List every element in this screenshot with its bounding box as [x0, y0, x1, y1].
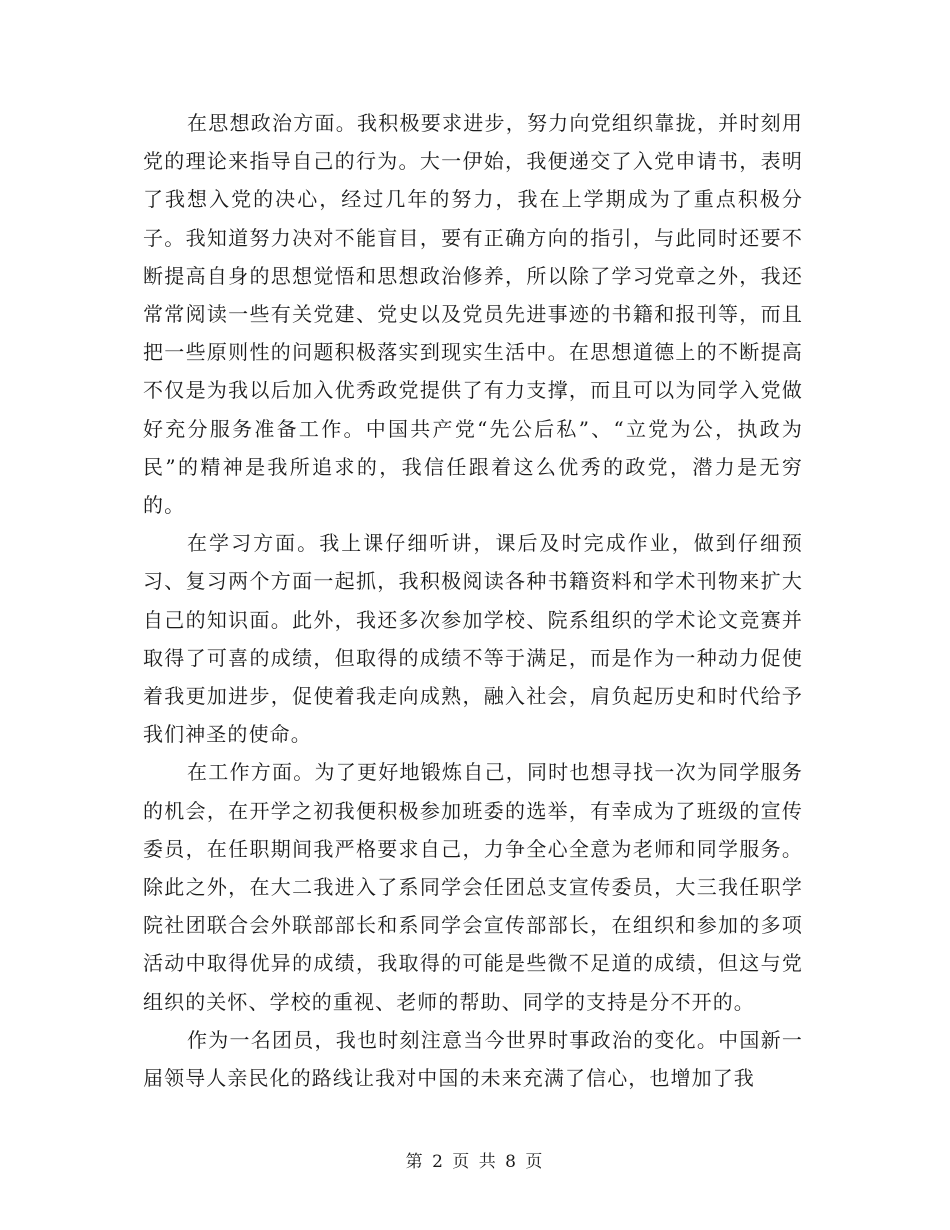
paragraph-study: 在学习方面。我上课仔细听讲，课后及时完成作业，做到仔细预习、复习两个方面一起抓，我积极阅读各种书籍资料和学术刊物来扩大自己的知识面。此外，我还多次参加学校、院系组织的学术论文竞赛并取得了可喜的成绩，但取得的成绩不等于满足，而是作为一种动力促使着我更加进步，促使着我走向成熟，融入社会，肩负起历史和时代给予我们神圣的使命。	[143, 531, 803, 747]
paragraph-league-member: 作为一名团员，我也时刻注意当今世界时事政治的变化。中国新一届领导人亲民化的路线让我对中国的未来充满了信心，也增加了我	[143, 1027, 803, 1091]
paragraph-ideology: 在思想政治方面。我积极要求进步，努力向党组织靠拢，并时刻用党的理论来指导自己的行为。大一伊始，我便递交了入党申请书，表明了我想入党的决心，经过几年的努力，我在上学期成为了重点积极分子。我知道努力决对不能盲目，要有正确方向的指引，与此同时还要不断提高自身的思想觉悟和思想政治修养，所以除了学习党章之外，我还常常阅读一些有关党建、党史以及党员先进事迹的书籍和报刊等，而且把一些原则性的问题积极落实到现实生活中。在思想道德上的不断提高不仅是为我以后加入优秀政党提供了有力支撑，而且可以为同学入党做好充分服务准备工作。中国共产党“先公后私”、“立党为公，执政为民”的精神是我所追求的，我信任跟着这么优秀的政党，潜力是无穷的。	[143, 111, 803, 518]
page-number-footer: 第 2 页 共 8 页	[405, 1152, 545, 1172]
paragraph-work: 在工作方面。为了更好地锻炼自己，同时也想寻找一次为同学服务的机会，在开学之初我便积极参加班委的选举，有幸成为了班级的宣传委员，在任职期间我严格要求自己，力争全心全意为老师和同学服务。除此之外，在大二我进入了系同学会任团总支宣传委员，大三我任职学院社团联合会外联部部长和系同学会宣传部部长，在组织和参加的多项活动中取得优异的成绩，我取得的可能是些微不足道的成绩，但这与党组织的关怀、学校的重视、老师的帮助、同学的支持是分不开的。	[143, 760, 803, 1014]
document-body	[143, 104, 803, 1097]
